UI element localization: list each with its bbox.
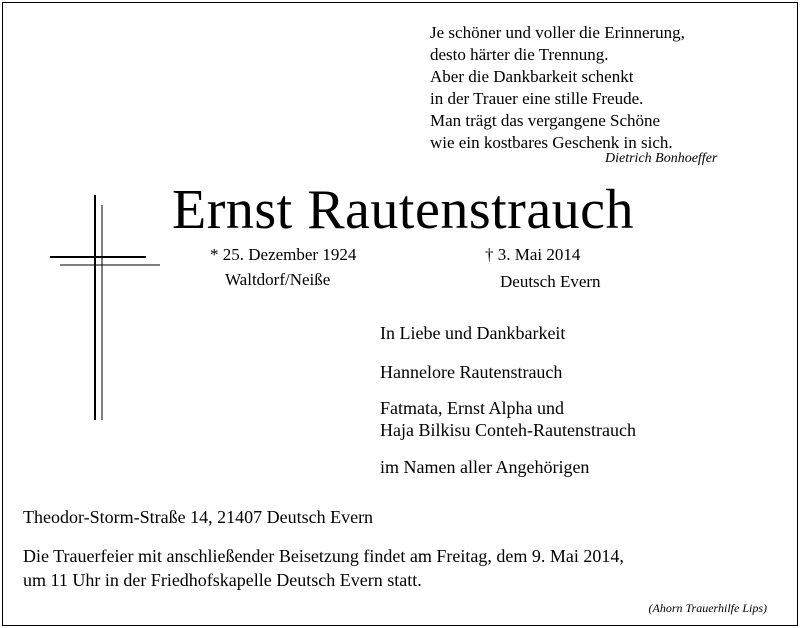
poem-line: Man trägt das vergangene Schöne — [430, 111, 661, 130]
death-place: Deutsch Evern — [500, 272, 601, 291]
memorial-poem — [430, 22, 685, 154]
poem-line: in der Trauer eine stille Freude. — [430, 89, 644, 108]
funeral-notice — [23, 544, 624, 592]
family-address: Theodor-Storm-Straße 14, 21407 Deutsch Evern — [23, 507, 374, 527]
mourners-closing: im Namen aller Angehörigen — [380, 457, 590, 477]
poem-author: Dietrich Bonhoeffer — [605, 151, 718, 166]
poem-line: Je schöner und voller die Erinnerung, — [430, 23, 685, 42]
funeral-line: um 11 Uhr in der Friedhofskapelle Deutsch Evern statt. — [23, 570, 422, 590]
mourner-children-line1: Fatmata, Ernst Alpha und — [380, 398, 564, 418]
poem-line: Aber die Dankbarkeit schenkt — [430, 67, 634, 86]
funeral-line: Die Trauerfeier mit anschließender Beisetzung findet am Freitag, dem 9. Mai 2014, — [23, 546, 624, 566]
deceased-name: Ernst Rautenstrauch — [172, 179, 635, 241]
birth-date: * 25. Dezember 1924 — [210, 245, 357, 264]
cross-icon — [50, 195, 165, 420]
birth-place: Waltdorf/Neiße — [225, 270, 331, 289]
poem-line: desto härter die Trennung. — [430, 45, 609, 64]
funeral-home-credit: (Ahorn Trauerhilfe Lips) — [648, 601, 767, 615]
death-date: † 3. Mai 2014 — [485, 245, 581, 264]
mourner-children-line2: Haja Bilkisu Conteh-Rautenstrauch — [380, 420, 636, 440]
mourners-intro: In Liebe und Dankbarkeit — [380, 323, 566, 343]
poem-line: wie ein kostbares Geschenk in sich. — [430, 133, 673, 152]
mourner-spouse: Hannelore Rautenstrauch — [380, 362, 563, 382]
